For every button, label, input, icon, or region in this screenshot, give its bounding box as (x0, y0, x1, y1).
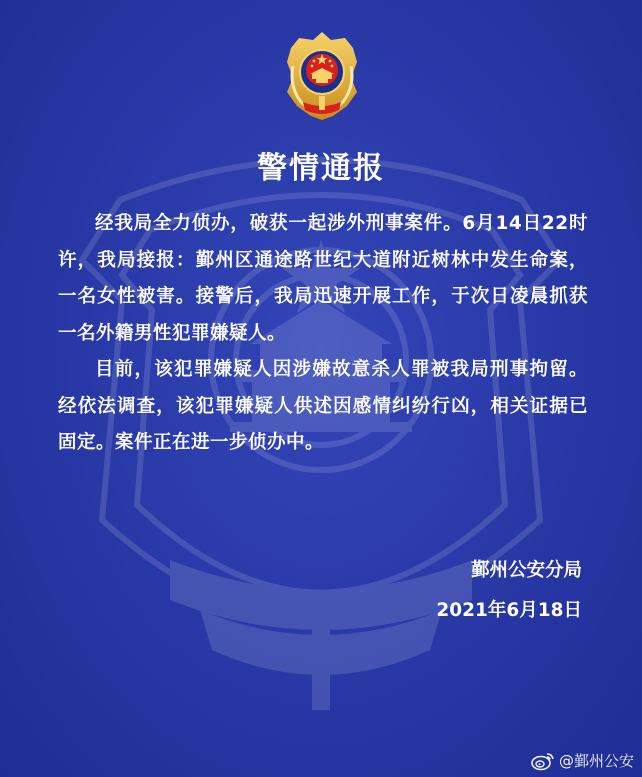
paragraph-case-report: 经我局全力侦办，破获一起涉外刑事案件。6月14日22时许，我局接报：鄞州区通途路世纪大道附近树林中发生命案，一名女性被害。接警后，我局迅速开展工作，于次日凌晨抓获一名外籍男性犯罪嫌疑人。 (58, 213, 588, 344)
paragraph-current-status: 目前，该犯罪嫌疑人因涉嫌故意杀人罪被我局刑事拘留。经依法调查，该犯罪嫌疑人供述因感情纠纷行凶，相关证据已固定。案件正在进一步侦办中。 (58, 359, 588, 453)
police-emblem-icon (283, 30, 361, 122)
notice-body (58, 206, 588, 462)
weibo-watermark (531, 750, 634, 771)
issuer-signature: 鄞州公安分局 (470, 560, 582, 581)
notice-title: 警情通报 (257, 151, 385, 186)
issue-date: 2021年6月18日 (436, 600, 582, 621)
weibo-icon (531, 751, 555, 771)
weibo-account: @鄞州公安 (558, 752, 634, 770)
